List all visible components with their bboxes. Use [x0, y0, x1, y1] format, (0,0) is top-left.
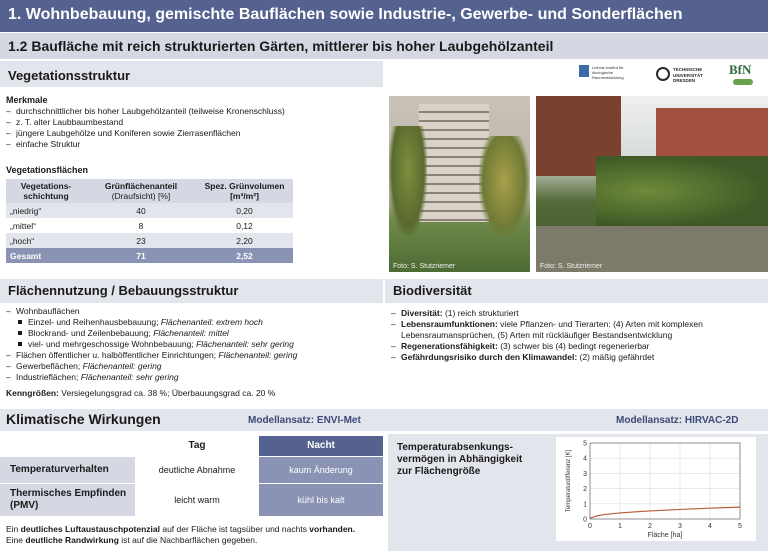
other-list [6, 350, 382, 383]
note-part: deutliche Randwirkung [25, 535, 119, 545]
y-tick-label: 1 [583, 501, 587, 509]
bio-item [391, 341, 761, 352]
cell-volume: 0,20 [196, 203, 293, 218]
bio-text: viele Pflanzen- und Tierarten: (4) Arten mit komplexen Lebensraumansprüchen, (5) Arten mit rückläufiger Bestandsentwicklung [401, 319, 703, 340]
bio-item [391, 308, 761, 319]
cell-volume: 0,12 [236, 220, 253, 231]
item-share: Flächenanteil: sehr gering [80, 372, 179, 382]
x-tick-label: 4 [708, 523, 712, 530]
cell-share: 8 [138, 220, 144, 231]
temp-title: Temperaturabsenkungs-vermögen in Abhängigkeit zur Flächengröße [397, 442, 523, 477]
item-share: Flächenanteil: sehr gering [196, 339, 294, 349]
tree-shape [389, 126, 427, 236]
vegetation-heading: Vegetationsstruktur [0, 61, 383, 87]
bio-item [391, 319, 761, 341]
col-header: schichtung [23, 191, 69, 201]
col-tag: Tag [135, 436, 259, 456]
item-share: Flächenanteil: gering [218, 350, 298, 360]
bfn-logo-text: BfN [729, 62, 752, 77]
wohn-sub-item [6, 339, 382, 350]
photo-apartment-block [389, 96, 530, 272]
klima-row [0, 456, 383, 483]
bio-list [391, 308, 761, 363]
main-title: 1. Wohnbebauung, gemischte Bauflächen sowie Industrie-, Gewerbe- und Sonderflächen [0, 0, 768, 32]
merkmal-item: – durchschnittlicher bis hoher Laubgehölzanteil (teilweise Kronenschluss) [6, 106, 382, 117]
item-share: Flächenanteil: mittel [153, 328, 229, 338]
item-text: viel- und mehrgeschossige Wohnbebauung; [28, 339, 197, 349]
item-text: Blockrand- und Zeilenbebauung; [28, 328, 154, 338]
col-header: Spez. Grünvolumen [204, 181, 285, 191]
merkmale-list [6, 106, 382, 150]
cell-share: 71 [86, 248, 196, 263]
bio-label: Gefährdungsrisiko durch den Klimawandel: [401, 352, 578, 362]
item-text: Einzel- und Reihenhausbebauung; [28, 317, 161, 327]
table-total-row [6, 248, 293, 263]
x-tick-label: 3 [678, 523, 682, 530]
bio-label: Diversität: [401, 308, 443, 318]
bio-text: (2) mäßig gefährdet [577, 352, 655, 362]
note-part: Eine [6, 535, 26, 545]
other-item [6, 372, 382, 383]
kenn-label: Kenngrößen: [6, 388, 59, 398]
other-item [6, 350, 382, 361]
bfn-leaf-icon [733, 79, 753, 85]
cell-share: 23 [86, 233, 196, 248]
klima-row-label: Thermisches Empfinden (PMV) [0, 483, 135, 516]
garden-shape [596, 156, 768, 226]
cell-volume: 2,52 [196, 248, 293, 263]
photo-garden-house [536, 96, 768, 272]
merkmal-item: – jüngere Laubgehölze und Koniferen sowie Zierrasenflächen [6, 128, 382, 139]
cell-layer: „hoch“ [6, 233, 86, 248]
y-tick-label: 3 [583, 470, 587, 478]
logo-bar [383, 61, 768, 93]
cell-layer: „niedrig“ [6, 203, 86, 218]
note-part: ist auf die Nachbarflächen gegeben. [118, 535, 258, 545]
y-tick-label: 5 [583, 440, 587, 448]
col-header: (Draufsicht) [%] [111, 191, 171, 201]
temp-chart [556, 437, 756, 541]
item-text: Gewerbeflächen; [16, 361, 83, 371]
col-header: Vegetations- [20, 181, 72, 191]
cell-layer: Gesamt [6, 248, 86, 263]
model-hirvac: Modellansatz: HIRVAC-2D [616, 415, 739, 426]
x-tick-label: 1 [618, 523, 622, 530]
col-header: Grünflächenanteil [104, 181, 178, 191]
table-row [6, 218, 293, 233]
table-title: Vegetationsflächen [6, 165, 89, 175]
y-axis-label: Temperaturdifferenz [K] [566, 449, 572, 513]
y-tick-label: 2 [583, 486, 587, 494]
wohn-sublist [6, 317, 382, 350]
photo-caption: Foto: S. Stutzriemer [393, 263, 456, 270]
wohn-item: – Wohnbauflächen [6, 306, 382, 317]
tud-logo-text: TECHNISCHE UNIVERSITÄT DRESDEN [673, 67, 704, 83]
klima-heading: Klimatische Wirkungen [6, 411, 161, 427]
note-part: deutliches Luftaustauschpotenzial [20, 524, 160, 534]
cell-share: 40 [86, 203, 196, 218]
col-header: [m³/m²] [230, 191, 259, 201]
item-text: Industrieflächen; [16, 372, 81, 382]
klima-tag-value: leicht warm [135, 483, 259, 516]
bio-text: (1) reich strukturiert [442, 308, 519, 318]
note-part: Ein [6, 524, 21, 534]
x-tick-label: 2 [648, 523, 652, 530]
model-envi: Modellansatz: ENVI-Met [248, 415, 361, 426]
photo-caption: Foto: S. Stutzriemer [540, 263, 603, 270]
klima-note-2 [6, 535, 382, 546]
kenngroessen [6, 388, 382, 399]
bio-label: Lebensraumfunktionen: [401, 319, 498, 329]
klima-notes [6, 524, 382, 546]
other-item [6, 361, 382, 372]
table-row [6, 203, 293, 218]
y-tick-label: 4 [583, 455, 587, 463]
y-tick-label: 0 [583, 516, 587, 524]
x-axis-label: Fläche [ha] [647, 532, 683, 539]
tud-logo-icon [656, 67, 670, 81]
klima-row-label: Temperaturverhalten [0, 456, 135, 483]
x-tick-label: 5 [738, 523, 742, 530]
klima-tag-value: deutliche Abnahme [135, 456, 259, 483]
flaechen-list [6, 306, 382, 317]
biodiversitaet-block [391, 308, 761, 363]
wohn-sub-item [6, 317, 382, 328]
merkmale-block [6, 95, 382, 150]
klima-row [0, 483, 383, 516]
merkmale-title: Merkmale [6, 95, 48, 105]
wohn-sub-item [6, 328, 382, 339]
col-nacht: Nacht [259, 436, 383, 456]
bio-text: (3) schwer bis (4) bedingt regenerierbar [497, 341, 650, 351]
bio-item [391, 352, 761, 363]
item-text: Flächen öffentlicher u. halböffentlicher Einrichtungen; [16, 350, 219, 360]
biodiversitaet-heading: Biodiversität [385, 279, 768, 303]
item-share: Flächenanteil: extrem hoch [160, 317, 263, 327]
sub-title: 1.2 Baufläche mit reich strukturierten Gärten, mittlerer bis hoher Laubgehölzanteil [0, 33, 768, 59]
klima-nacht-value: kühl bis kalt [259, 483, 383, 516]
cell-layer: „mittel“ [10, 220, 36, 231]
flaechennutzung-heading: Flächennutzung / Bebauungsstruktur [0, 279, 383, 303]
kenn-value: Versiegelungsgrad ca. 38 %; Überbauungsgrad ca. 20 % [61, 388, 276, 398]
note-part: auf der Fläche ist tagsüber und nachts [159, 524, 310, 534]
merkmal-item: – z. T. alter Laubbaumbestand [6, 117, 382, 128]
tree-shape [479, 136, 529, 236]
vegetation-table [6, 179, 293, 263]
note-part: vorhanden. [309, 524, 356, 534]
leibniz-logo-icon [579, 65, 589, 77]
klima-note-1 [6, 524, 382, 535]
table-row [6, 233, 293, 248]
klima-table [0, 436, 383, 517]
x-tick-label: 0 [588, 523, 592, 530]
leibniz-logo-text: Leibniz-Institut für ökologische Raumentwicklung [592, 65, 624, 80]
flaechennutzung-block [6, 306, 382, 399]
klima-nacht-value: kaum Änderung [259, 456, 383, 483]
bio-label: Regenerationsfähigkeit: [401, 341, 498, 351]
merkmal-item: – einfache Struktur [6, 139, 382, 150]
item-share: Flächenanteil: gering [82, 361, 162, 371]
cell-volume: 2,20 [196, 233, 293, 248]
